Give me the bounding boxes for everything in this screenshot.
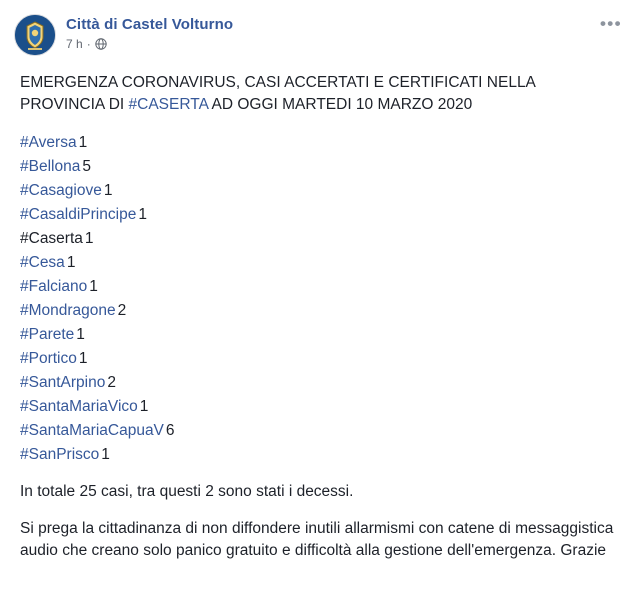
post-body bbox=[0, 56, 638, 562]
list-item bbox=[20, 155, 620, 179]
list-item bbox=[20, 203, 620, 227]
list-item bbox=[20, 323, 620, 347]
post-meta bbox=[66, 36, 624, 52]
list-item bbox=[20, 275, 620, 299]
list-item bbox=[20, 227, 620, 251]
closing-message-text: Si prega la cittadinanza di non diffondere inutili allarmismi con catene di messaggistica audio che creano solo panico gratuito e difficoltà alla gestione dell'emergenza. Grazie bbox=[20, 519, 614, 559]
hashtag-santamariacapuav[interactable]: #SantaMariaCapuaV bbox=[20, 422, 164, 439]
hashtag-casagiove[interactable]: #Casagiove bbox=[20, 182, 102, 199]
case-count: 1 bbox=[66, 254, 76, 271]
list-item bbox=[20, 419, 620, 443]
meta-separator: · bbox=[86, 37, 91, 51]
case-count: 2 bbox=[117, 302, 127, 319]
intro-text-part-2: AD OGGI MARTEDI 10 MARZO 2020 bbox=[208, 95, 473, 113]
total-cases-text: In totale 25 casi, tra questi 2 sono stati i decessi. bbox=[20, 483, 354, 500]
list-item bbox=[20, 179, 620, 203]
case-count: 1 bbox=[89, 278, 98, 295]
hashtag-santamariavico[interactable]: #SantaMariaVico bbox=[20, 398, 138, 415]
list-item bbox=[20, 443, 620, 467]
case-count: 1 bbox=[103, 182, 113, 199]
case-count: 1 bbox=[139, 398, 149, 415]
case-count: 1 bbox=[101, 446, 110, 463]
hashtag-falciano[interactable]: #Falciano bbox=[20, 278, 88, 295]
avatar[interactable] bbox=[14, 14, 56, 56]
hashtag-cesa[interactable]: #Cesa bbox=[20, 254, 65, 271]
case-count: 5 bbox=[82, 158, 91, 175]
globe-icon[interactable] bbox=[95, 38, 107, 50]
hashtag-aversa[interactable]: #Aversa bbox=[20, 134, 77, 151]
hashtag-portico[interactable]: #Portico bbox=[20, 350, 77, 367]
case-count: 2 bbox=[107, 374, 116, 391]
list-item bbox=[20, 371, 620, 395]
hashtag-bellona[interactable]: #Bellona bbox=[20, 158, 81, 175]
post-author-block bbox=[66, 14, 624, 52]
list-item bbox=[20, 251, 620, 275]
list-item bbox=[20, 299, 620, 323]
post-options-button[interactable]: ••• bbox=[599, 14, 622, 33]
post-intro-text bbox=[20, 72, 620, 115]
list-item bbox=[20, 395, 620, 419]
hashtag-sanprisco[interactable]: #SanPrisco bbox=[20, 446, 100, 463]
list-item bbox=[20, 131, 620, 155]
case-count: 6 bbox=[165, 422, 175, 439]
hashtag-parete[interactable]: #Parete bbox=[20, 326, 75, 343]
case-count: 1 bbox=[76, 326, 85, 343]
post-timestamp[interactable]: 7 h bbox=[66, 37, 83, 51]
case-count: 1 bbox=[78, 350, 88, 367]
hashtag-santarpino[interactable]: #SantArpino bbox=[20, 374, 106, 391]
case-count: 1 bbox=[78, 134, 88, 151]
plain-tag-caserta: #Caserta bbox=[20, 230, 83, 247]
hashtag-mondragone[interactable]: #Mondragone bbox=[20, 302, 116, 319]
city-case-list bbox=[20, 131, 620, 467]
list-item bbox=[20, 347, 620, 371]
hashtag-casaldiprincipe[interactable]: #CasaldiPrincipe bbox=[20, 206, 137, 223]
case-count: 1 bbox=[84, 230, 94, 247]
case-count: 1 bbox=[138, 206, 147, 223]
post-header bbox=[0, 0, 638, 56]
hashtag-caserta[interactable]: #CASERTA bbox=[128, 95, 209, 113]
page-name[interactable]: Città di Castel Volturno bbox=[66, 16, 234, 33]
intro-text-part-1: EMERGENZA CORONAVIRUS, CASI ACCERTATI E CERTIFICATI NELLA PROVINCIA DI bbox=[20, 74, 536, 113]
